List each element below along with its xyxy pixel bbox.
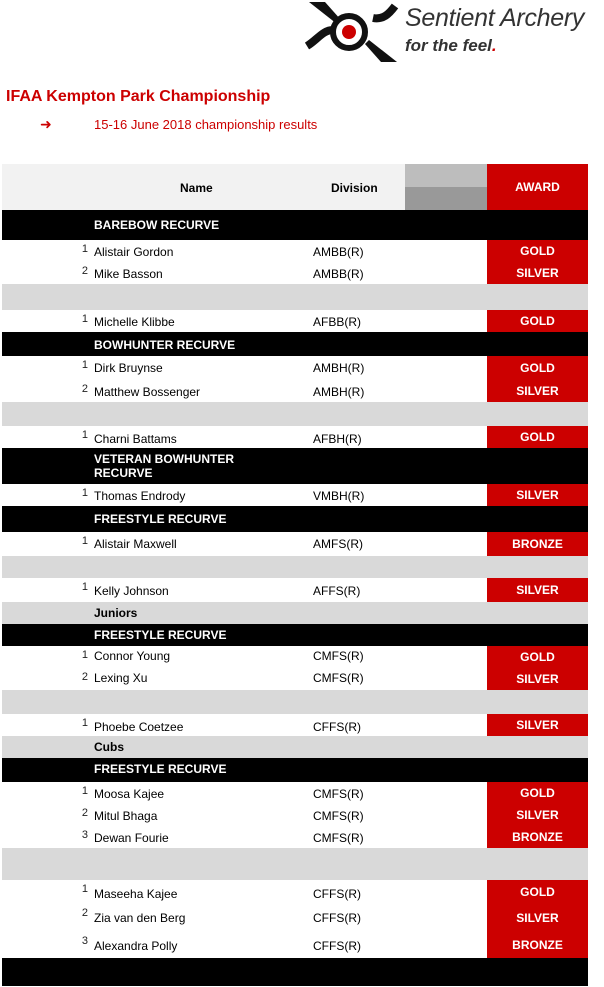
rank-number: 2: [81, 807, 88, 819]
header-grey-block-bottom: [405, 187, 487, 210]
section-header-row: [2, 332, 588, 356]
rank-number: 2: [81, 671, 88, 683]
section-label: BOWHUNTER RECURVE: [94, 338, 236, 352]
archer-name: Maseeha Kajee: [94, 887, 178, 901]
division-code: AMBH(R): [313, 385, 365, 399]
award-badge: GOLD: [487, 356, 588, 380]
spacer-row: [2, 284, 588, 310]
archer-name: Alistair Maxwell: [94, 537, 177, 551]
brand-name: Sentient Archery: [405, 4, 585, 32]
section-header-row: [2, 624, 588, 646]
table-row: [2, 240, 588, 262]
division-code: CFFS(R): [313, 911, 361, 925]
section-label: FREESTYLE RECURVE: [94, 762, 227, 776]
right-arrow-icon: ➜: [40, 116, 52, 132]
division-code: AMBB(R): [313, 245, 364, 259]
section-label: FREESTYLE RECURVE: [94, 628, 227, 642]
archer-name: Kelly Johnson: [94, 584, 169, 598]
section-header-row: [2, 448, 588, 484]
header-division: Division: [331, 181, 378, 195]
rank-number: 2: [81, 907, 88, 919]
division-code: CFFS(R): [313, 939, 361, 953]
spacer-row: [2, 848, 588, 880]
rank-number: 2: [81, 265, 88, 277]
division-code: AMBH(R): [313, 361, 365, 375]
award-badge: BRONZE: [487, 532, 588, 556]
header-award: AWARD: [487, 164, 588, 210]
award-badge: SILVER: [487, 578, 588, 602]
division-code: AFBB(R): [313, 315, 361, 329]
division-code: AFBH(R): [313, 432, 362, 446]
table-row: [2, 356, 588, 380]
division-code: AMFS(R): [313, 537, 363, 551]
section-label: FREESTYLE RECURVE: [94, 512, 227, 526]
rank-number: 1: [81, 785, 88, 797]
table-row: [2, 932, 588, 958]
rank-number: 2: [81, 383, 88, 395]
division-code: AFFS(R): [313, 584, 361, 598]
table-row: [2, 826, 588, 848]
division-code: CMFS(R): [313, 831, 364, 845]
award-badge: SILVER: [487, 668, 588, 690]
group-label: Cubs: [94, 740, 124, 754]
award-badge: GOLD: [487, 880, 588, 904]
table-row: [2, 262, 588, 284]
rank-number: 1: [81, 359, 88, 371]
section-header-row: [2, 210, 588, 240]
results-table: [2, 164, 588, 986]
award-badge: GOLD: [487, 240, 588, 262]
rank-number: 1: [81, 487, 88, 499]
table-row: [2, 904, 588, 932]
archer-name: Alexandra Polly: [94, 939, 178, 953]
archer-name: Lexing Xu: [94, 671, 148, 685]
award-badge: GOLD: [487, 646, 588, 668]
award-badge: SILVER: [487, 904, 588, 932]
division-code: CMFS(R): [313, 671, 364, 685]
rank-number: 1: [81, 717, 88, 729]
archer-name: Michelle Klibbe: [94, 315, 175, 329]
rank-number: 1: [81, 883, 88, 895]
award-badge: GOLD: [487, 782, 588, 804]
table-row: [2, 532, 588, 556]
spacer-row: [2, 402, 588, 426]
division-code: AMBB(R): [313, 267, 364, 281]
group-header-row: [2, 602, 588, 624]
section-header-row: [2, 758, 588, 782]
award-badge: GOLD: [487, 310, 588, 332]
award-badge: SILVER: [487, 484, 588, 506]
section-header-row: [2, 506, 588, 532]
group-header-row: [2, 736, 588, 758]
archery-target-logo-icon: [303, 0, 403, 64]
table-row: [2, 646, 588, 668]
table-row: [2, 578, 588, 602]
division-code: VMBH(R): [313, 489, 365, 503]
table-row: [2, 782, 588, 804]
archer-name: Mike Basson: [94, 267, 163, 281]
award-badge: BRONZE: [487, 826, 588, 848]
award-badge: SILVER: [487, 262, 588, 284]
award-badge: GOLD: [487, 426, 588, 448]
archer-name: Charni Battams: [94, 432, 177, 446]
table-footer-bar: [2, 958, 588, 986]
rank-number: 3: [81, 935, 88, 947]
rank-number: 1: [81, 313, 88, 325]
brand-tagline-dot: .: [491, 36, 497, 55]
division-code: CMFS(R): [313, 649, 364, 663]
page-subtitle: 15-16 June 2018 championship results: [94, 117, 318, 132]
table-row: [2, 714, 588, 736]
page-title: IFAA Kempton Park Championship: [6, 88, 271, 105]
archer-name: Dirk Bruynse: [94, 361, 163, 375]
spacer-row: [2, 690, 588, 714]
rank-number: 1: [81, 581, 88, 593]
archer-name: Dewan Fourie: [94, 831, 169, 845]
division-code: CFFS(R): [313, 887, 361, 901]
archer-name: Connor Young: [94, 649, 171, 663]
archer-name: Thomas Endrody: [94, 489, 186, 503]
award-badge: SILVER: [487, 380, 588, 402]
award-badge: SILVER: [487, 714, 588, 736]
table-row: [2, 668, 588, 690]
archer-name: Zia van den Berg: [94, 911, 186, 925]
division-code: CFFS(R): [313, 720, 361, 734]
header-name: Name: [180, 181, 213, 195]
brand-tagline-text: for the feel: [405, 36, 492, 55]
rank-number: 1: [81, 535, 88, 547]
header-grey-block-top: [405, 164, 487, 187]
award-badge: BRONZE: [487, 932, 588, 958]
division-code: CMFS(R): [313, 787, 364, 801]
table-row: [2, 484, 588, 506]
rank-number: 1: [81, 429, 88, 441]
table-header: [2, 164, 588, 210]
archer-name: Matthew Bossenger: [94, 385, 201, 399]
table-row: [2, 310, 588, 332]
archer-name: Mitul Bhaga: [94, 809, 158, 823]
rank-number: 1: [81, 243, 88, 255]
table-row: [2, 426, 588, 448]
division-code: CMFS(R): [313, 809, 364, 823]
section-label: VETERAN BOWHUNTER RECURVE: [94, 452, 234, 480]
brand-tagline: [405, 36, 497, 56]
archer-name: Phoebe Coetzee: [94, 720, 184, 734]
rank-number: 3: [81, 829, 88, 841]
archer-name: Moosa Kajee: [94, 787, 165, 801]
rank-number: 1: [81, 649, 88, 661]
table-row: [2, 804, 588, 826]
section-label: BAREBOW RECURVE: [94, 218, 220, 232]
award-badge: SILVER: [487, 804, 588, 826]
spacer-row: [2, 556, 588, 578]
archer-name: Alistair Gordon: [94, 245, 174, 259]
group-label: Juniors: [94, 606, 138, 620]
brand-logo: [303, 0, 604, 64]
table-row: [2, 880, 588, 904]
table-body: [2, 210, 588, 986]
table-row: [2, 380, 588, 402]
